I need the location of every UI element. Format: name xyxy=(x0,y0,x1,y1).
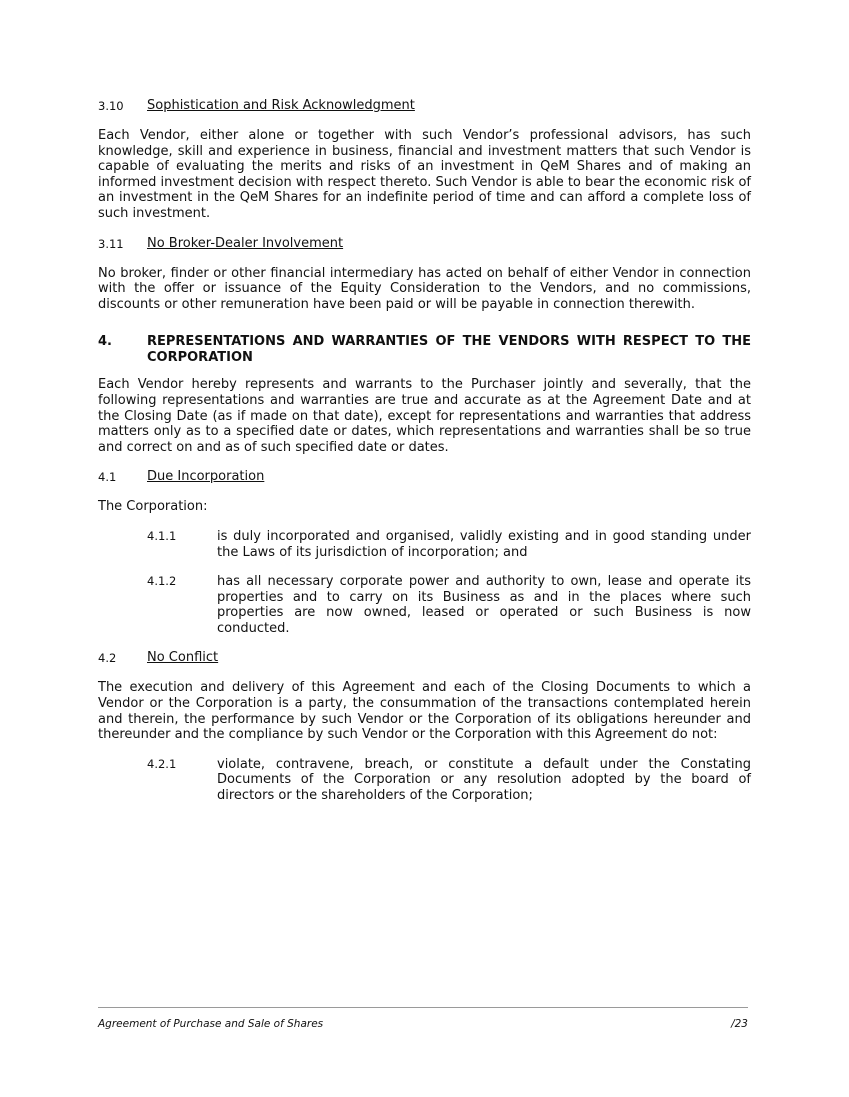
section-heading-3-10 xyxy=(98,98,751,114)
subsection-number: 4.1.1 xyxy=(147,528,177,543)
section-title: No Conflict xyxy=(147,650,219,666)
section-title: Sophistication and Risk Acknowledgment xyxy=(147,98,415,113)
section-heading-4-1 xyxy=(98,469,751,485)
article-heading-4 xyxy=(98,334,751,366)
section-heading-3-11 xyxy=(98,236,751,252)
subsection-text: is duly incorporated and organised, validly existing and in good standing under the Laws of its jurisdiction of incorporation; and xyxy=(217,528,751,560)
section-number: 3.11 xyxy=(98,236,124,251)
footer-document-title: Agreement of Purchase and Sale of Shares xyxy=(98,1018,324,1030)
subsection-number: 4.1.2 xyxy=(147,574,177,589)
section-body-3-10: Each Vendor, either alone or together with such Vendor’s professional advisors, has such knowledge, skill and experience in business, financial and investment matters that such Vendor is capable of evaluating the merits and risks of an investment in QeM Shares and of making an informed investment decision with respect thereto. Such Vendor is able to bear the economic risk of an investment in the QeM Shares for an indefinite period of time and can afford a complete loss of such investment. xyxy=(98,128,751,221)
subsection-number: 4.2.1 xyxy=(147,756,177,771)
section-number: 4.2 xyxy=(98,651,117,666)
section-body-4-2: The execution and delivery of this Agreement and each of the Closing Documents to which a Vendor or the Corporation is a party, the consummation of the transactions contemplated herein and therein, the performance by such Vendor or the Corporation of its obligations hereunder and thereunder and the compliance by such Vendor or the Corporation with this Agreement do not: xyxy=(98,680,751,743)
section-title: Due Incorporation xyxy=(147,469,265,485)
subsection-4-1-2 xyxy=(147,574,751,636)
subsection-text: has all necessary corporate power and authority to own, lease and operate its properties and to carry on its Business as and in the places where such properties are now owned, leased or operated or such Business is now conducted. xyxy=(217,574,751,636)
subsection-text: violate, contravene, breach, or constitute a default under the Constating Documents of the Corporation or any resolution adopted by the board of directors or the shareholders of the Corporation; xyxy=(217,756,751,804)
section-number: 3.10 xyxy=(98,99,124,113)
document-body xyxy=(98,98,751,804)
article-body-4: Each Vendor hereby represents and warrants to the Purchaser jointly and severally, that the following representations and warranties are true and accurate as at the Agreement Date and at the Closing Date (as if made on that date), except for representations and warranties that address matters only as to a specified date or dates, which representations and warranties shall be so true and correct on and as of such specified date or dates. xyxy=(98,377,751,455)
subsection-4-1-1 xyxy=(147,529,751,560)
section-heading-4-2 xyxy=(98,650,751,666)
section-intro-4-1: The Corporation: xyxy=(98,499,208,515)
subsection-4-2-1 xyxy=(147,757,751,804)
article-number: 4. xyxy=(98,334,112,350)
article-title: REPRESENTATIONS AND WARRANTIES OF THE VENDORS WITH RESPECT TO THE CORPORATION xyxy=(147,334,751,366)
footer-page-number: /23 xyxy=(731,1018,748,1030)
footer-divider xyxy=(98,1007,748,1008)
section-body-3-11: No broker, finder or other financial intermediary has acted on behalf of either Vendor in connection with the offer or issuance of the Equity Consideration to the Vendors, and no commissions, discounts or other remuneration have been paid or will be payable in connection therewith. xyxy=(98,265,751,312)
section-number: 4.1 xyxy=(98,470,117,485)
section-title: No Broker-Dealer Involvement xyxy=(147,235,344,251)
